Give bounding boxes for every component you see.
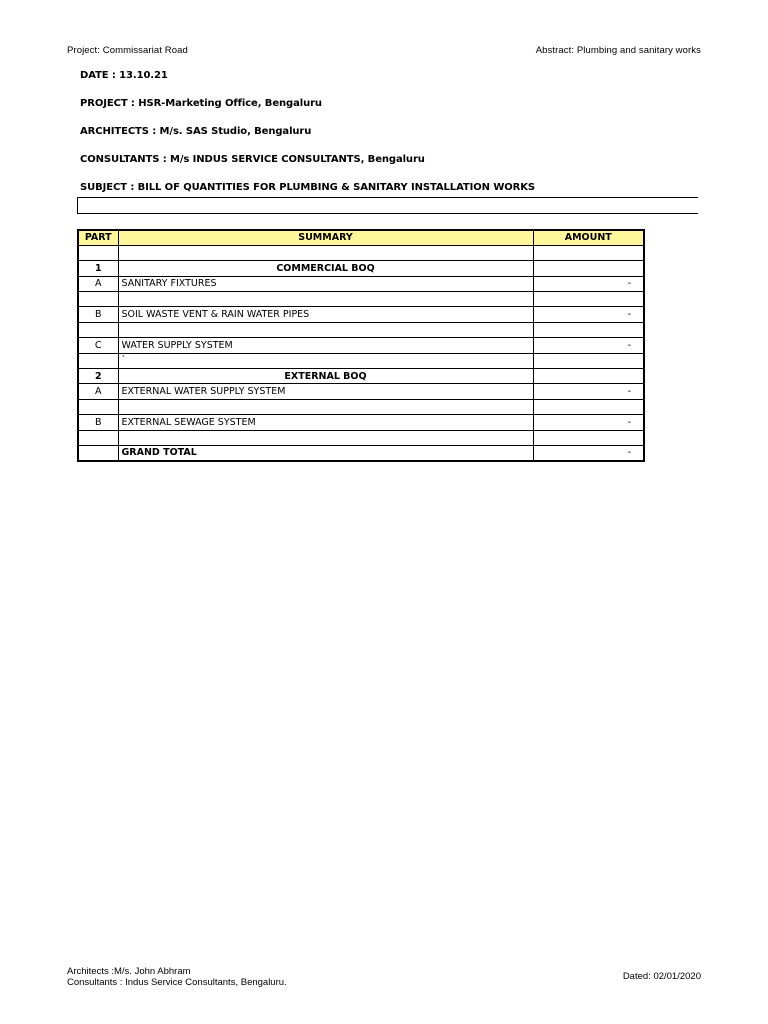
footer-left (67, 966, 287, 988)
row-part (78, 430, 118, 445)
row-amount (533, 369, 644, 384)
row-part (78, 245, 118, 260)
row-summary (118, 292, 533, 307)
table-row (78, 353, 644, 368)
row-amount: - (533, 307, 644, 322)
table-row (78, 292, 644, 307)
row-summary (118, 245, 533, 260)
footer-architects: Architects :M/s. John Abhram (67, 966, 191, 977)
header-amount: AMOUNT (533, 230, 644, 245)
grand-total-amount: - (533, 445, 644, 460)
table-row (78, 307, 644, 322)
row-summary: SOIL WASTE VENT & RAIN WATER PIPES (118, 307, 533, 322)
row-summary: ` (118, 353, 533, 368)
footer-dated: Dated: 02/01/2020 (622, 971, 701, 982)
row-part: B (78, 415, 118, 430)
table-row (78, 430, 644, 445)
row-part (78, 353, 118, 368)
row-part: C (78, 338, 118, 353)
table-row (78, 384, 644, 399)
row-part: A (78, 384, 118, 399)
row-amount (533, 399, 644, 414)
row-amount: - (533, 415, 644, 430)
row-amount: - (533, 338, 644, 353)
grand-total-label: GRAND TOTAL (118, 445, 533, 460)
footer-consultants: Consultants : Indus Service Consultants, Bengaluru. (67, 977, 287, 988)
row-summary (118, 399, 533, 414)
row-summary: EXTERNAL BOQ (118, 369, 533, 384)
row-amount (533, 353, 644, 368)
table-row (78, 276, 644, 291)
row-summary: SANITARY FIXTURES (118, 276, 533, 291)
row-part: 1 (78, 261, 118, 276)
row-summary: WATER SUPPLY SYSTEM (118, 338, 533, 353)
row-part (78, 399, 118, 414)
row-summary: EXTERNAL SEWAGE SYSTEM (118, 415, 533, 430)
table-row (78, 338, 644, 353)
boq-summary-table (77, 229, 645, 462)
row-amount: - (533, 384, 644, 399)
row-part: 2 (78, 369, 118, 384)
table-row (78, 245, 644, 260)
row-part (78, 292, 118, 307)
grand-total-row (78, 445, 644, 460)
meta-subject: SUBJECT : BILL OF QUANTITIES FOR PLUMBING & SANITARY INSTALLATION WORKS (80, 182, 536, 193)
meta-architects: ARCHITECTS : M/s. SAS Studio, Bengaluru (80, 126, 312, 137)
meta-consultants: CONSULTANTS : M/s INDUS SERVICE CONSULTANTS, Bengaluru (80, 154, 425, 165)
row-part: A (78, 276, 118, 291)
header-abstract: Abstract: Plumbing and sanitary works (535, 45, 701, 56)
row-amount (533, 292, 644, 307)
meta-project: PROJECT : HSR-Marketing Office, Bengaluru (80, 98, 322, 109)
meta-date: DATE : 13.10.21 (80, 70, 168, 81)
row-part (78, 322, 118, 337)
row-part (78, 445, 118, 460)
header-summary: SUMMARY (118, 230, 533, 245)
header-part: PART (78, 230, 118, 245)
row-amount (533, 245, 644, 260)
row-amount (533, 322, 644, 337)
table-row (78, 399, 644, 414)
row-summary (118, 322, 533, 337)
row-amount (533, 430, 644, 445)
row-part: B (78, 307, 118, 322)
row-summary: COMMERCIAL BOQ (118, 261, 533, 276)
table-row (78, 369, 644, 384)
row-summary: EXTERNAL WATER SUPPLY SYSTEM (118, 384, 533, 399)
row-amount (533, 261, 644, 276)
header-project: Project: Commissariat Road (67, 45, 188, 56)
table-row (78, 322, 644, 337)
table-row (78, 415, 644, 430)
table-header-row (78, 230, 644, 245)
blank-input-box (77, 197, 698, 214)
row-summary (118, 430, 533, 445)
row-amount: - (533, 276, 644, 291)
table-row (78, 261, 644, 276)
